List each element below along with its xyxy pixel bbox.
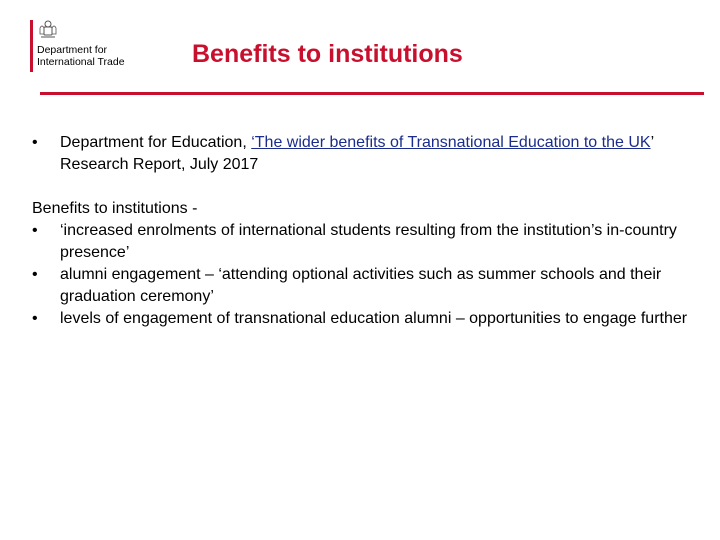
bullet-marker: • — [32, 134, 38, 151]
benefits-intro: Benefits to institutions - — [32, 200, 198, 217]
report-link[interactable]: ‘The wider benefits of Transnational Education to the UK — [251, 134, 651, 151]
royal-coat-of-arms-icon — [37, 18, 59, 40]
source-citation — [30, 132, 710, 176]
citation-prefix: Department for Education, — [60, 134, 252, 151]
list-item-text: levels of engagement of transnational education alumni – opportunities to engage further — [60, 310, 688, 327]
dit-logo — [26, 18, 141, 74]
spacer — [30, 176, 710, 198]
logo-line-2: International Trade — [37, 56, 125, 68]
logo-accent-bar — [30, 20, 33, 72]
list-item-text: alumni engagement – ‘attending optional activities such as summer schools and their graduation ceremony’ — [60, 266, 662, 305]
slide-body — [30, 132, 710, 330]
list-item — [30, 220, 710, 264]
logo-wordmark — [37, 44, 125, 68]
list-item — [30, 308, 710, 330]
bullet-marker: • — [32, 222, 38, 239]
bullet-marker: • — [32, 310, 38, 327]
logo-line-1: Department for — [37, 44, 108, 56]
citation-suffix: ’ Research Report, July 2017 — [60, 134, 654, 173]
slide-title: Benefits to institutions — [192, 40, 463, 68]
list-item-text: ‘increased enrolments of international students resulting from the institution’s in-country presence’ — [60, 222, 677, 261]
bullet-marker: • — [32, 266, 38, 283]
list-item — [30, 264, 710, 308]
title-divider — [40, 92, 704, 95]
